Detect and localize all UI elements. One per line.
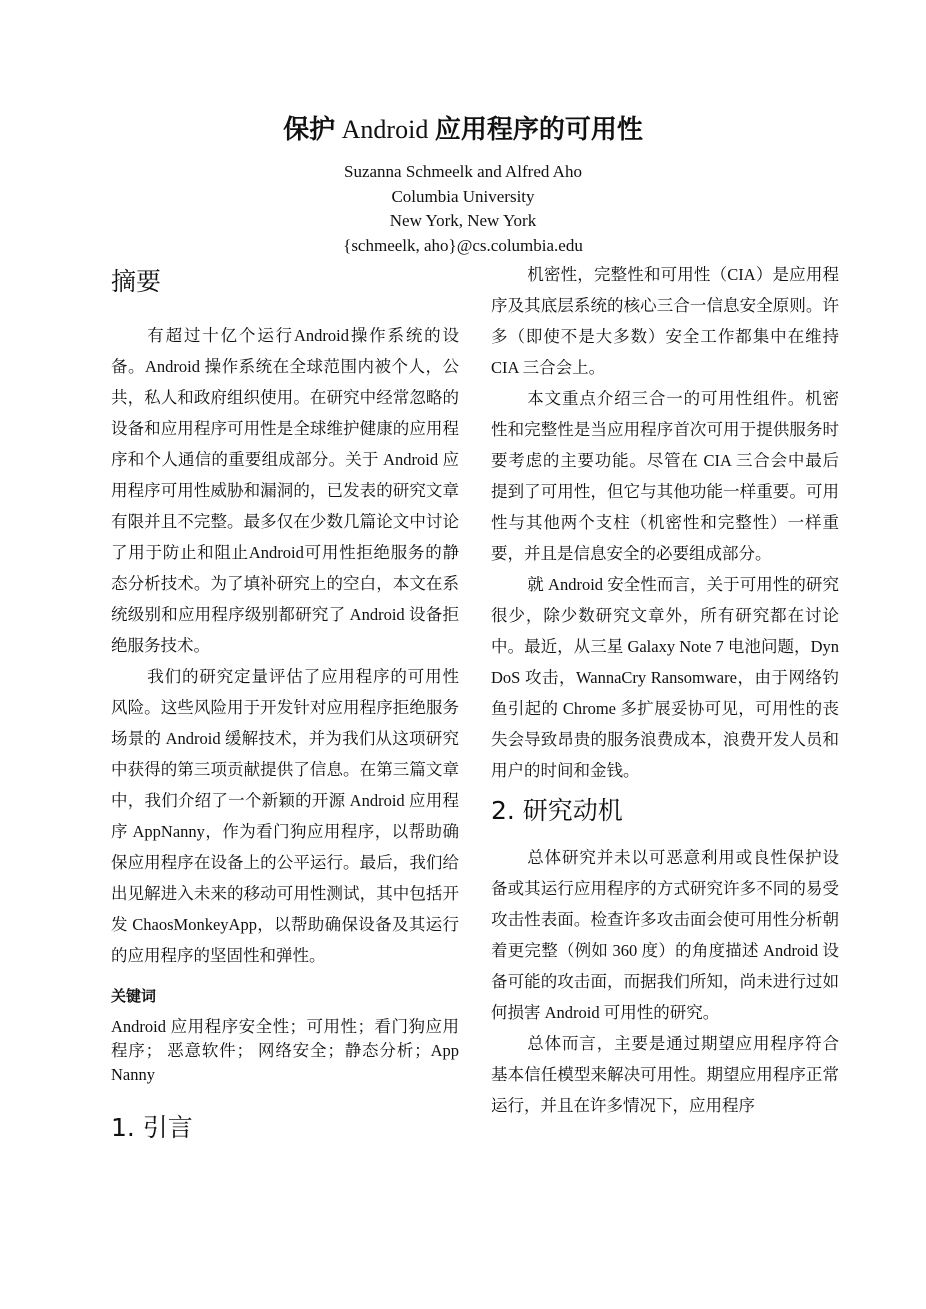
motivation-heading: 2. 研究动机 bbox=[491, 796, 623, 825]
motivation-paragraph-1: 总体研究并未以可恶意利用或良性保护设备或其运行应用程序的方式研究许多不同的易受攻击性表面。检查许多攻击面会使可用性分析朝着更完整（例如 360 度）的角度描述 Android 设备可能的攻击面，而据我们所知，尚未进行过如何损害 Android 可用性的研究。 bbox=[491, 848, 839, 1022]
intro-heading: 1. 引言 bbox=[111, 1113, 193, 1142]
abstract-heading: 摘要 bbox=[111, 267, 162, 296]
author-affiliation: Columbia University bbox=[391, 186, 535, 206]
intro-paragraph-2: 本文重点介绍三合一的可用性组件。机密性和完整性是当应用程序首次可用于提供服务时要考虑的主要功能。尽管在 CIA 三合会中最后提到了可用性，但它与其他功能一样重要。可用性与其他两个支柱（机密性和完整性）一样重要，并且是信息安全的必要组成部分。 bbox=[491, 389, 839, 563]
abstract-paragraph-1: 有超过十亿个运行Android操作系统的设备。Android 操作系统在全球范围内被个人，公共，私人和政府组织使用。在研究中经常忽略的设备和应用程序可用性是全球维护健康的应用程序和个人通信的重要组成部分。关于 Android 应用程序可用性威胁和漏洞的，已发表的研究文章有限并且不完整。最多仅在少数几篇论文中讨论了用于防止和阻止Android可用性拒绝服务的静态分析技术。为了填补研究上的空白，本文在系统级别和应用程序级别都研究了 Android 设备拒绝服务技术。 bbox=[111, 326, 459, 655]
author-names: Suzanna Schmeelk and Alfred Aho bbox=[344, 162, 582, 181]
left-column bbox=[111, 265, 459, 1145]
author-email: {schmeelk, aho}@cs.columbia.edu bbox=[343, 235, 583, 255]
intro-paragraph-3: 就 Android 安全性而言，关于可用性的研究很少，除少数研究文章外，所有研究都在讨论中。最近，从三星 Galaxy Note 7 电池问题，Dyn DoS 攻击，WannaCry Ransomware，由于网络钓鱼引起的 Chrome 多扩展妥协可见，可用性的丧失会导致昂贵的服务浪费成本，浪费开发人员和用户的时间和金钱。 bbox=[491, 575, 839, 780]
right-column bbox=[491, 259, 839, 1121]
title-part-1: 保护 bbox=[283, 115, 342, 144]
title-part-latin: Android bbox=[341, 115, 429, 144]
motivation-paragraph-2: 总体而言，主要是通过期望应用程序符合基本信任模型来解决可用性。期望应用程序正常运行，并且在许多情况下，应用程序 bbox=[491, 1034, 839, 1115]
intro-paragraph-1: 机密性，完整性和可用性（CIA）是应用程序及其底层系统的核心三合一信息安全原则。许多（即使不是大多数）安全工作都集中在维持 CIA 三合会上。 bbox=[491, 265, 839, 377]
author-location: New York, New York bbox=[389, 211, 537, 230]
author-block bbox=[0, 160, 926, 258]
paper-title bbox=[0, 114, 926, 145]
keywords-heading: 关键词 bbox=[111, 987, 157, 1005]
keywords-text: Android 应用程序安全性；可用性；看门狗应用程序； 恶意软件； 网络安全；静态分析；App Nanny bbox=[111, 1017, 459, 1084]
title-part-2: 应用程序的可用性 bbox=[428, 115, 643, 144]
abstract-paragraph-2: 我们的研究定量评估了应用程序的可用性风险。这些风险用于开发针对应用程序拒绝服务场景的 Android 缓解技术，并为我们从这项研究中获得的第三项贡献提供了信息。在第三篇文章中，我们介绍了一个新颖的开源 Android 应用程序 AppNanny，作为看门狗应用程序，以帮助确保应用程序在设备上的公平运行。最后，我们给出见解进入未来的移动可用性测试，其中包括开发 ChaosMonkeyApp，以帮助确保设备及其运行的应用程序的坚固性和弹性。 bbox=[111, 667, 459, 965]
